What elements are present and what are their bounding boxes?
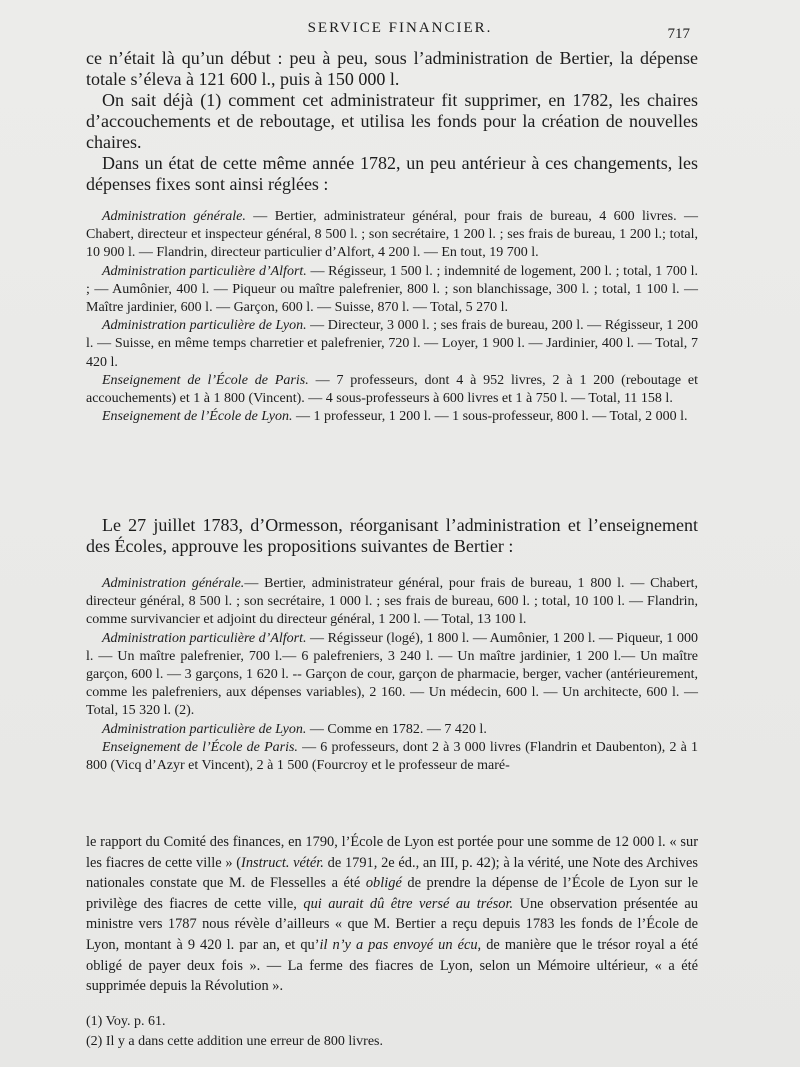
footnote-italic: obligé bbox=[365, 875, 402, 892]
budget-1782 bbox=[86, 208, 698, 426]
footnote-italic: il n’y a pas envoyé un écu, bbox=[319, 936, 482, 953]
paragraph-1783: Le 27 juillet 1783, d’Ormesson, réorganisant l’administration et l’enseignement des Écoles, approuve les propositions suivantes de Bertier : bbox=[86, 515, 698, 556]
paragraph-chaires: On sait déjà (1) comment cet administrateur fit supprimer, en 1782, les chaires d’accouchements et de reboutage, et utilisa les fonds pour la création de nouvelles chaires. bbox=[86, 90, 698, 152]
budget-entry bbox=[86, 317, 698, 372]
entry-text: — Directeur, 3 000 l. ; ses frais de bureau, 200 l. — Régisseur, 1 200 l. — Suisse, en même temps charretier et palefrenier, 720 l. — Loyer, 1 900 l. — Jardinier, 400 l. — Total, 7 420 l. bbox=[86, 318, 698, 370]
entry-text: — Bertier, administrateur général, pour frais de bureau, 4 600 livres. — Chabert, directeur et inspecteur général, 8 500 l. ; son secrétaire, 1 200 l. ; ses frais de bureau, 1 200 l.; total, 10 900 l. — Flandrin, directeur particulier d’Alfort, 4 200 l. — En tout, 19 700 l. bbox=[86, 209, 698, 261]
entry-text: — 7 professeurs, dont 4 à 952 livres, 2 à 1 200 (reboutage et accouchements) et 1 à 1 800 (Vincent). — 4 sous-professeurs à 600 livres et 1 à 750 l. — Total, 11 158 l. bbox=[86, 372, 699, 407]
footnote-italic: Instruct. vétér. bbox=[241, 854, 324, 871]
budget-entry bbox=[86, 721, 698, 739]
entry-heading: Enseignement de l’École de Paris. bbox=[102, 372, 309, 388]
footnote-run: de 1791, 2e éd., an III, p. 42); à la vérité, une Note des Archives nationales constate que M. de Flesselles a été bbox=[86, 854, 698, 892]
budget-entry bbox=[86, 372, 698, 408]
entry-heading: Enseignement de l’École de Lyon. bbox=[102, 409, 293, 425]
entry-heading: Administration générale. bbox=[102, 576, 245, 591]
entry-heading: Administration particulière d’Alfort. bbox=[102, 630, 307, 646]
paragraph-etat-1782: Dans un état de cette même année 1782, un peu antérieur à ces changements, les dépenses fixes sont ainsi réglées : bbox=[86, 153, 698, 194]
budget-entry bbox=[86, 263, 698, 318]
entry-text: — Régisseur, 1 500 l. ; indemnité de logement, 200 l. ; total, 1 700 l. ; — Aumônier, 400 l. — Piqueur ou maître palefrenier, 800 l. ; son blanchissage, 300 l. ; total, 1 100 l. — Maître jardinier, 600 l. — Garçon, 600 l. — Suisse, 870 l. — Total, 5 270 l. bbox=[86, 263, 699, 316]
entry-heading: Enseignement de l’École de Paris. bbox=[102, 739, 298, 755]
intro-paragraphs bbox=[86, 48, 698, 195]
entry-text: — 6 professeurs, dont 2 à 3 000 livres (Flandrin et Daubenton), 2 à 1 800 (Vicq d’Azyr et Vincent), 2 à 1 500 (Fourcroy et le professeur de maré- bbox=[86, 739, 699, 774]
page-number: 717 bbox=[667, 26, 690, 42]
budget-entry bbox=[86, 630, 698, 721]
entry-text: — Comme en 1782. — 7 420 l. bbox=[306, 721, 487, 737]
ormesson-paragraph bbox=[86, 515, 698, 557]
footnote-italic: qui aurait dû être versé au trésor. bbox=[303, 895, 514, 912]
entry-heading: Administration générale. bbox=[102, 209, 246, 224]
budget-entry bbox=[86, 739, 698, 775]
footnote-text bbox=[86, 832, 698, 997]
budget-entry bbox=[86, 208, 698, 263]
budget-1783 bbox=[86, 575, 698, 775]
footnote-1: (1) Voy. p. 61. bbox=[86, 1014, 166, 1029]
budget-entry bbox=[86, 408, 698, 426]
paragraph-continuation: ce n’était là qu’un début : peu à peu, sous l’administration de Bertier, la dépense totale s’éleva à 121 600 l., puis à 150 000 l. bbox=[86, 48, 698, 89]
running-title: SERVICE FINANCIER. bbox=[307, 20, 493, 36]
footnote-2: (2) Il y a dans cette addition une erreur de 800 livres. bbox=[86, 1034, 384, 1049]
entry-text: — Régisseur (logé), 1 800 l. — Aumônier, 1 200 l. — Piqueur, 1 000 l. — Un maître palefrenier, 700 l.— 6 palefreniers, 3 240 l. — Un maître jardinier, 1 200 l.— Un maître garçon, 600 l. — 3 garçons, 1 620 l. -- Garçon de cour, garçon de pharmacie, berger, vacher (antérieurement, comme les palefreniers, aux dépenses variables), 2 160. — Un médecin, 600 l. — Un architecte, 600 l. — Total, 15 320 l. (2). bbox=[86, 630, 698, 719]
entry-heading: Administration particulière de Lyon. bbox=[102, 318, 307, 334]
footnote-run: de manière que le trésor royal a été obligé de payer deux fois ». — La ferme des fiacres de Lyon, selon un Mémoire ultérieur, « a été supprimée depuis la Révolution ». bbox=[86, 936, 699, 995]
entry-heading: Administration particulière de Lyon. bbox=[102, 721, 307, 737]
entry-heading: Administration particulière d’Alfort. bbox=[102, 263, 307, 279]
footnote-run: Une observation présentée au ministre vers 1787 nous révèle d’ailleurs « que M. Bertier a reçu depuis 1783 les fonds de l’École de Lyon, montant à 9 420 l. par an, et qu’ bbox=[86, 895, 698, 953]
footnotes bbox=[86, 1012, 698, 1052]
footnote-continuation bbox=[86, 832, 698, 997]
budget-entry bbox=[86, 575, 698, 630]
running-header bbox=[0, 20, 800, 42]
footnote-run: le rapport du Comité des finances, en 1790, l’École de Lyon est portée pour une somme de 12 000 l. « sur les fiacres de cette ville » ( bbox=[86, 834, 698, 871]
entry-text: — 1 professeur, 1 200 l. — 1 sous-professeur, 800 l. — Total, 2 000 l. bbox=[292, 409, 688, 425]
footnote-run: de prendre la dépense de l’École de Lyon sur le privilège des fiacres de cette ville, bbox=[86, 875, 698, 912]
entry-text: — Bertier, administrateur général, pour frais de bureau, 1 800 l. — Chabert, directeur général, 8 500 l. ; son secrétaire, 1 000 l. ; ses frais de bureau, 600 l. ; total, 10 100 l. — Flandrin, comme survivancier et adjoint du directeur général, 1 200 l. — Total, 13 100 l. bbox=[86, 576, 698, 628]
